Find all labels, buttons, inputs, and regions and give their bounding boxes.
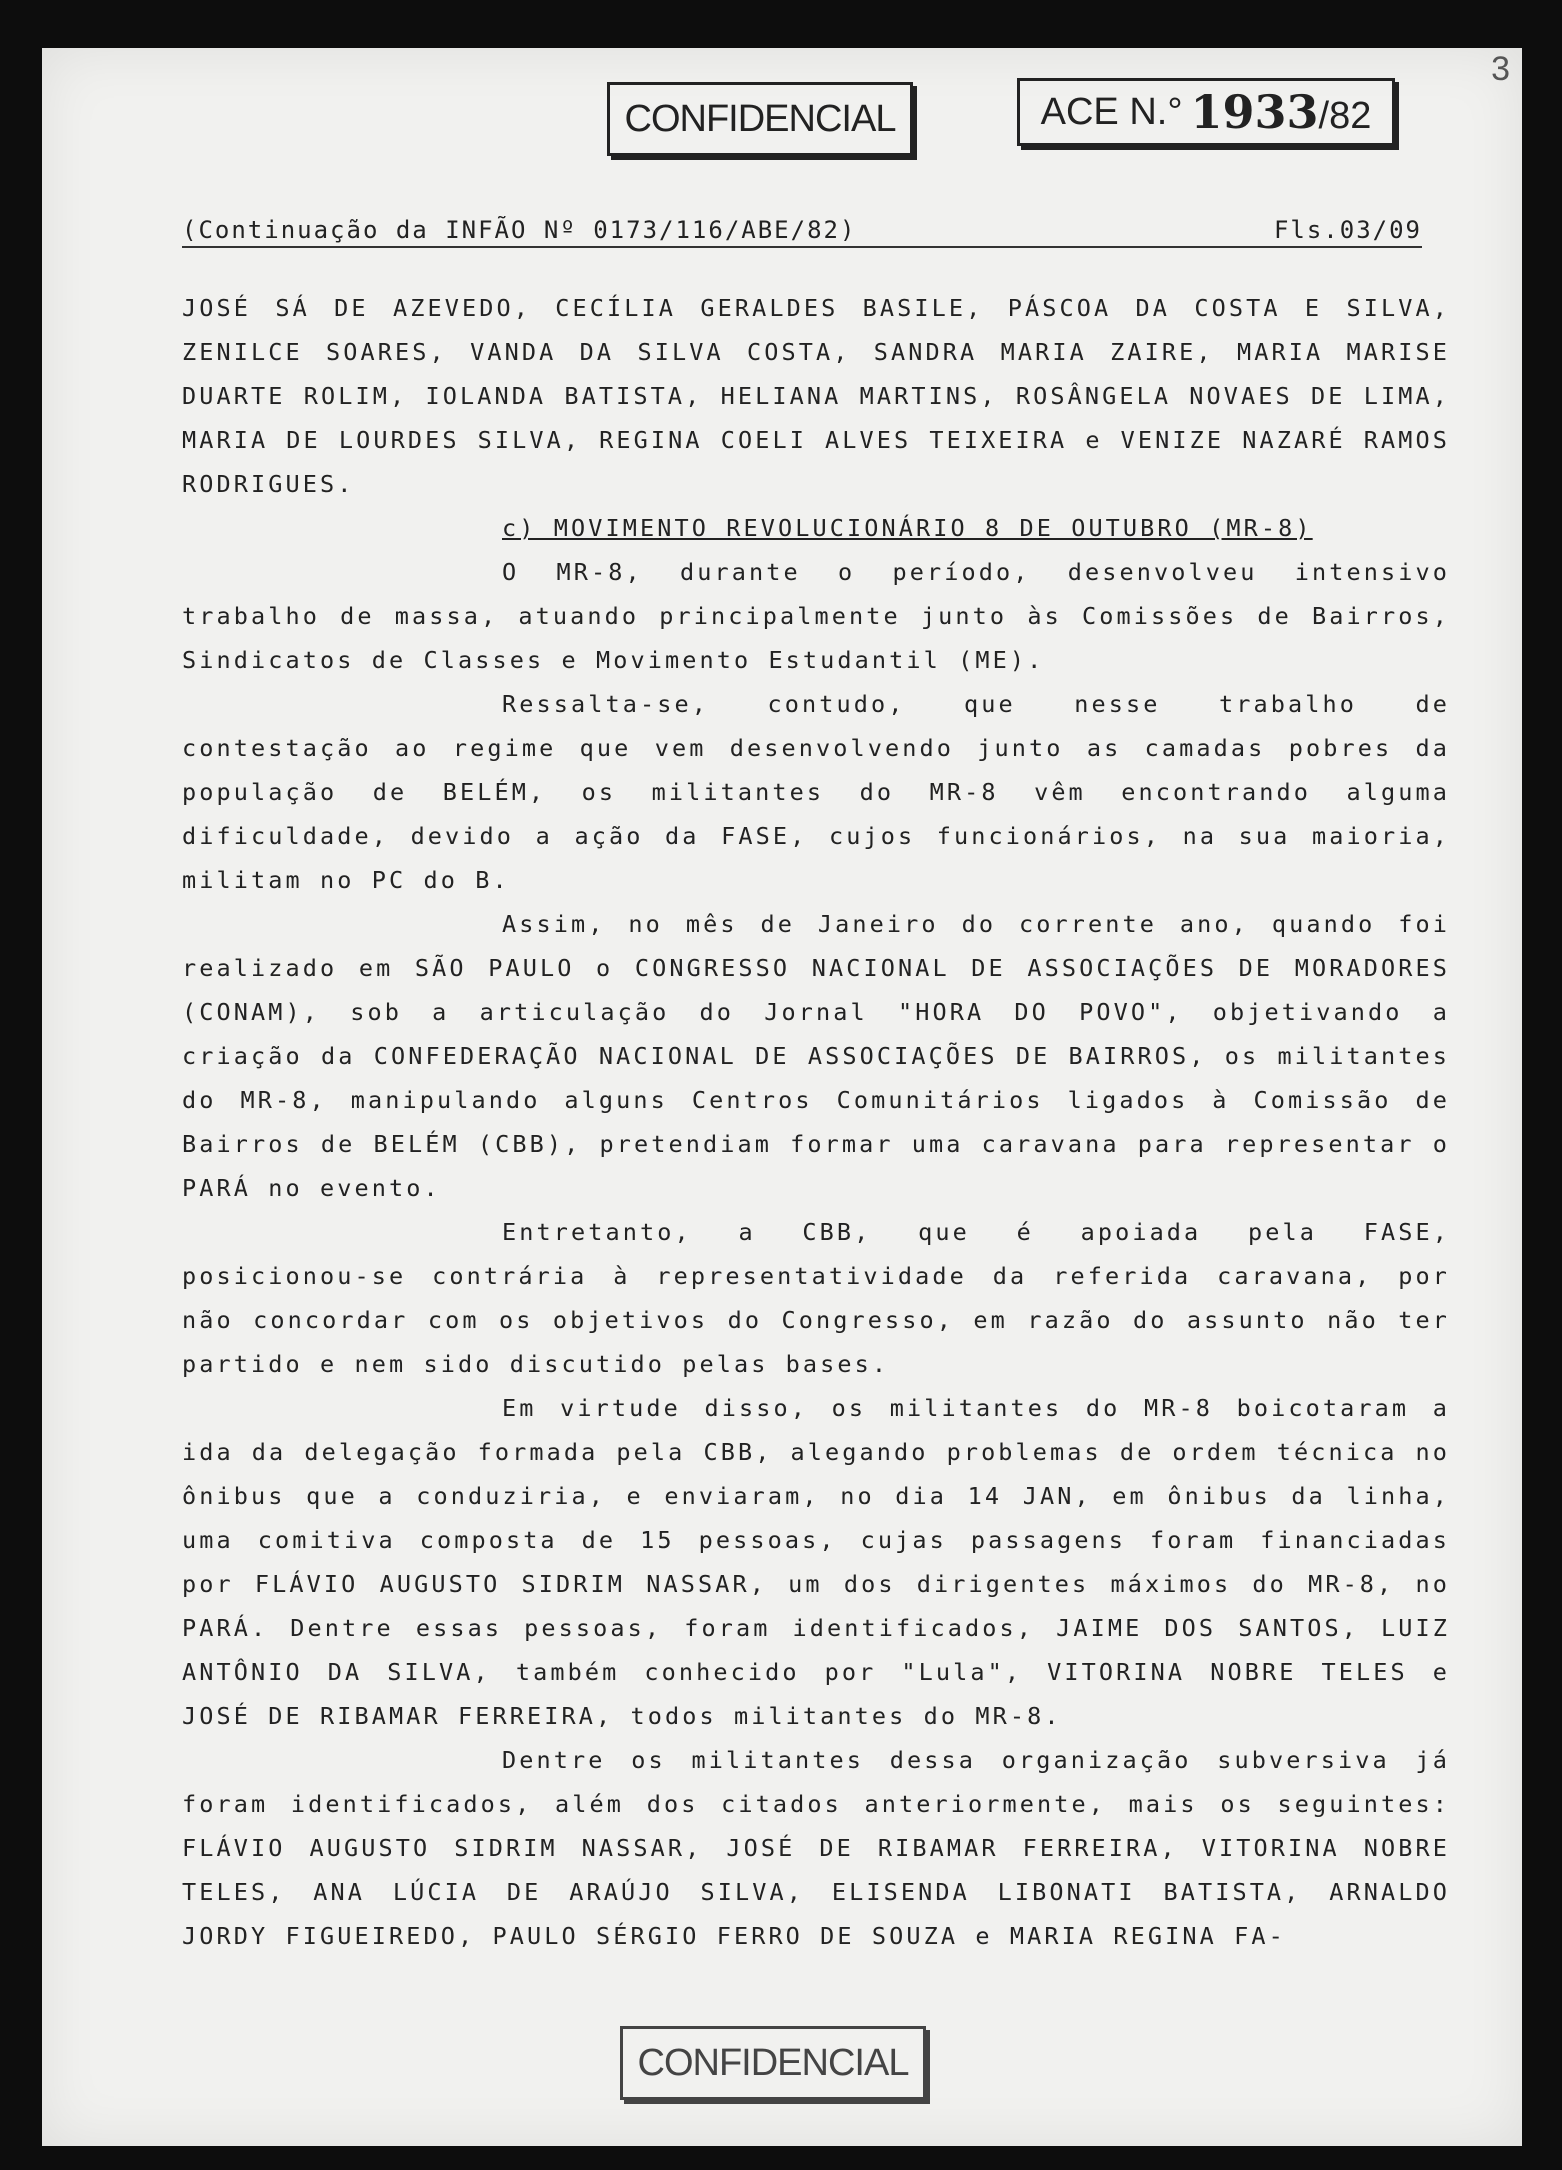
ace-number-stamp <box>1017 78 1395 146</box>
confidential-stamp-bottom <box>620 2026 926 2100</box>
section-heading: c) MOVIMENTO REVOLUCIONÁRIO 8 DE OUTUBRO (MR-8) <box>502 514 1313 542</box>
ace-suffix: /82 <box>1318 95 1372 137</box>
document-body <box>182 286 1450 1958</box>
reference-line <box>182 216 1422 248</box>
confidential-stamp-text: CONFIDENCIAL <box>624 97 896 140</box>
ace-prefix: ACE N.° <box>1040 90 1183 133</box>
page-number-mark: 3 <box>1491 50 1510 88</box>
reference-left: (Continuação da INFÃO Nº 0173/116/ABE/82) <box>182 216 857 244</box>
paragraph: Em virtude disso, os militantes do MR-8 boicotaram a ida da delegação formada pela CBB, alegando problemas de ordem técnica no ônibus que a conduziria, e enviaram, no dia 14 JAN, em ônibus da linha, uma comitiva composta de 15 pessoas, cujas passagens foram financiadas por FLÁVIO AUGUSTO SIDRIM NASSAR, um dos dirigentes máximos do MR-8, no PARÁ. Dentre essas pessoas, foram identificados, JAIME DOS SANTOS, LUIZ ANTÔNIO DA SILVA, também conhecido por "Lula", VITORINA NOBRE TELES e JOSÉ DE RIBAMAR FERREIRA, todos militantes do MR-8. <box>182 1394 1450 1730</box>
paragraph: O MR-8, durante o período, desenvolveu intensivo trabalho de massa, atuando principalmente junto às Comissões de Bairros, Sindicatos de Classes e Movimento Estudantil (ME). <box>182 558 1450 674</box>
paragraph: Dentre os militantes dessa organização subversiva já foram identificados, além dos citados anteriormente, mais os seguintes: FLÁVIO AUGUSTO SIDRIM NASSAR, JOSÉ DE RIBAMAR FERREIRA, VITORINA NOBRE TELES, ANA LÚCIA DE ARAÚJO SILVA, ELISENDA LIBONATI BATISTA, ARNALDO JORDY FIGUEIREDO, PAULO SÉRGIO FERRO DE SOUZA e MARIA REGINA FA- <box>182 1746 1450 1950</box>
paragraph: Assim, no mês de Janeiro do corrente ano, quando foi realizado em SÃO PAULO o CONGRESSO NACIONAL DE ASSOCIAÇÕES DE MORADORES (CONAM), sob a articulação do Jornal "HORA DO POVO", objetivando a criação da CONFEDERAÇÃO NACIONAL DE ASSOCIAÇÕES DE BAIRROS, os militantes do MR-8, manipulando alguns Centros Comunitários ligados à Comissão de Bairros de BELÉM (CBB), pretendiam formar uma caravana para representar o PARÁ no evento. <box>182 910 1450 1202</box>
document-page <box>42 48 1522 2146</box>
paragraph: Ressalta-se, contudo, que nesse trabalho de contestação ao regime que vem desenvolvendo junto as camadas pobres da população de BELÉM, os militantes do MR-8 vêm encontrando alguma dificuldade, devido a ação da FASE, cujos funcionários, na sua maioria, militam no PC do B. <box>182 690 1450 894</box>
paragraph-names-list: JOSÉ SÁ DE AZEVEDO, CECÍLIA GERALDES BASILE, PÁSCOA DA COSTA E SILVA, ZENILCE SOARES, VANDA DA SILVA COSTA, SANDRA MARIA ZAIRE, MARIA MARISE DUARTE ROLIM, IOLANDA BATISTA, HELIANA MARTINS, ROSÂNGELA NOVAES DE LIMA, MARIA DE LOURDES SILVA, REGINA COELI ALVES TEIXEIRA e VENIZE NAZARÉ RAMOS RODRIGUES. <box>182 294 1450 498</box>
confidential-stamp-text: CONFIDENCIAL <box>637 2041 909 2084</box>
confidential-stamp-top <box>607 82 913 156</box>
reference-page: Fls.03/09 <box>1273 216 1422 244</box>
ace-number: 1933 <box>1190 85 1319 139</box>
paragraph: Entretanto, a CBB, que é apoiada pela FASE, posicionou-se contrária à representatividade da referida caravana, por não concordar com os objetivos do Congresso, em razão do assunto não ter partido e nem sido discutido pelas bases. <box>182 1218 1450 1378</box>
